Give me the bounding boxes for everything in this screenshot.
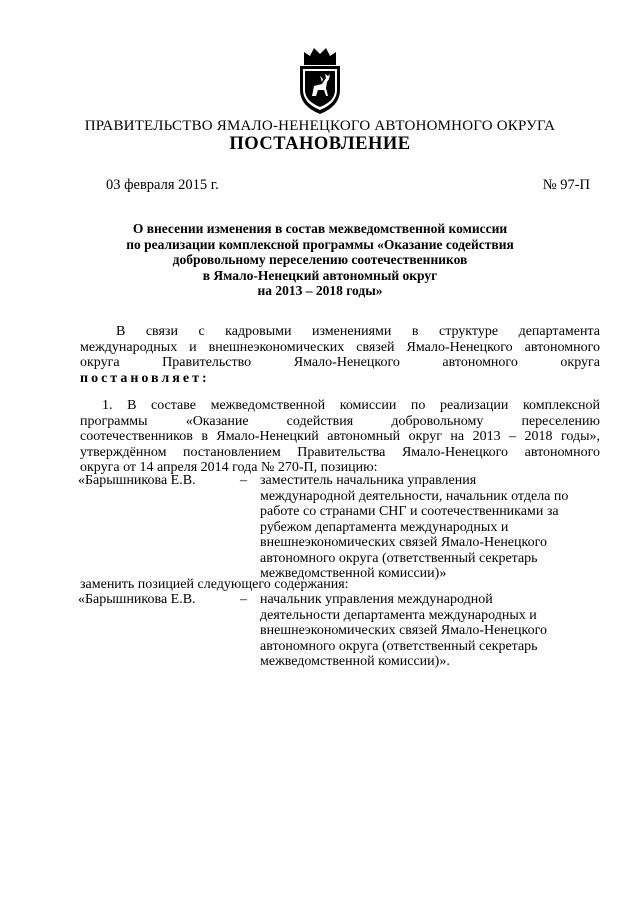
document-title — [100, 221, 540, 299]
description-line: начальник управления международной — [260, 592, 493, 607]
item-1-paragraph — [80, 398, 600, 476]
document-date: 03 февраля 2015 г. — [106, 177, 219, 193]
position-description — [260, 592, 600, 670]
paragraph-line: международных и внешнеэкономических связей Ямало-Ненецкого автономного — [80, 339, 600, 355]
paragraph-line: округа от 14 апреля 2014 года № 270-П, позицию: — [80, 460, 378, 475]
old-position-entry — [78, 473, 618, 583]
new-position-entry — [78, 592, 618, 672]
description-line: внешнеэкономических связей Ямало-Ненецкого — [260, 623, 547, 638]
replace-instruction: заменить позицией следующего содержания: — [80, 577, 349, 592]
description-line: рубежом департамента международных и — [260, 519, 509, 535]
document-number: № 97-П — [542, 177, 590, 193]
description-line: межведомственной комиссии)» — [260, 566, 447, 581]
description-line: межведомственной комиссии)». — [260, 654, 450, 669]
title-line: О внесении изменения в состав межведомственной комиссии — [132, 221, 508, 236]
description-line: работе со странами СНГ и соотечественниками за — [260, 504, 559, 519]
title-line: в Ямало-Ненецкий автономный округ — [202, 267, 438, 283]
paragraph-line: 1. В составе межведомственной комиссии по реализации комплексной — [102, 398, 600, 413]
position-dash: – — [240, 592, 247, 607]
title-line: на 2013 – 2018 годы» — [257, 283, 383, 298]
description-line: внешнеэкономических связей Ямало-Ненецкого — [260, 535, 547, 550]
paragraph-line: соотечественников в Ямало-Ненецкий автономный округ на 2013 – 2018 годы», — [80, 429, 600, 444]
paragraph-line: программы «Оказание содействия добровольному переселению — [80, 413, 600, 429]
paragraph-line: округа Правительство Ямало-Ненецкого автономного округа — [80, 355, 600, 370]
position-description — [260, 473, 600, 582]
position-dash: – — [240, 473, 247, 488]
document-type: ПОСТАНОВЛЕНИЕ — [229, 134, 411, 154]
description-line: международной деятельности, начальник отдела по — [260, 488, 569, 504]
resolves-word: постановляет: — [80, 370, 210, 386]
position-person-name: «Барышникова Е.В. — [78, 473, 196, 488]
description-line: автономного округа (ответственный секретарь — [260, 638, 538, 654]
government-name: ПРАВИТЕЛЬСТВО ЯМАЛО-НЕНЕЦКОГО АВТОНОМНОГО ОКРУГА — [84, 118, 556, 134]
paragraph-line: утверждённом постановлением Правительства Ямало-Ненецкого автономного — [80, 444, 600, 460]
title-line: добровольному переселению соотечественников — [172, 252, 468, 267]
title-line: по реализации комплексной программы «Оказание содействия — [126, 236, 514, 252]
preamble-paragraph — [80, 324, 600, 386]
position-person-name: «Барышникова Е.В. — [78, 592, 196, 607]
paragraph-line: В связи с кадровыми изменениями в структуре департамента — [116, 324, 600, 339]
coat-of-arms-icon — [292, 44, 348, 116]
description-line: деятельности департамента международных и — [260, 607, 537, 623]
description-line: заместитель начальника управления — [260, 473, 477, 488]
description-line: автономного округа (ответственный секретарь — [260, 550, 538, 566]
